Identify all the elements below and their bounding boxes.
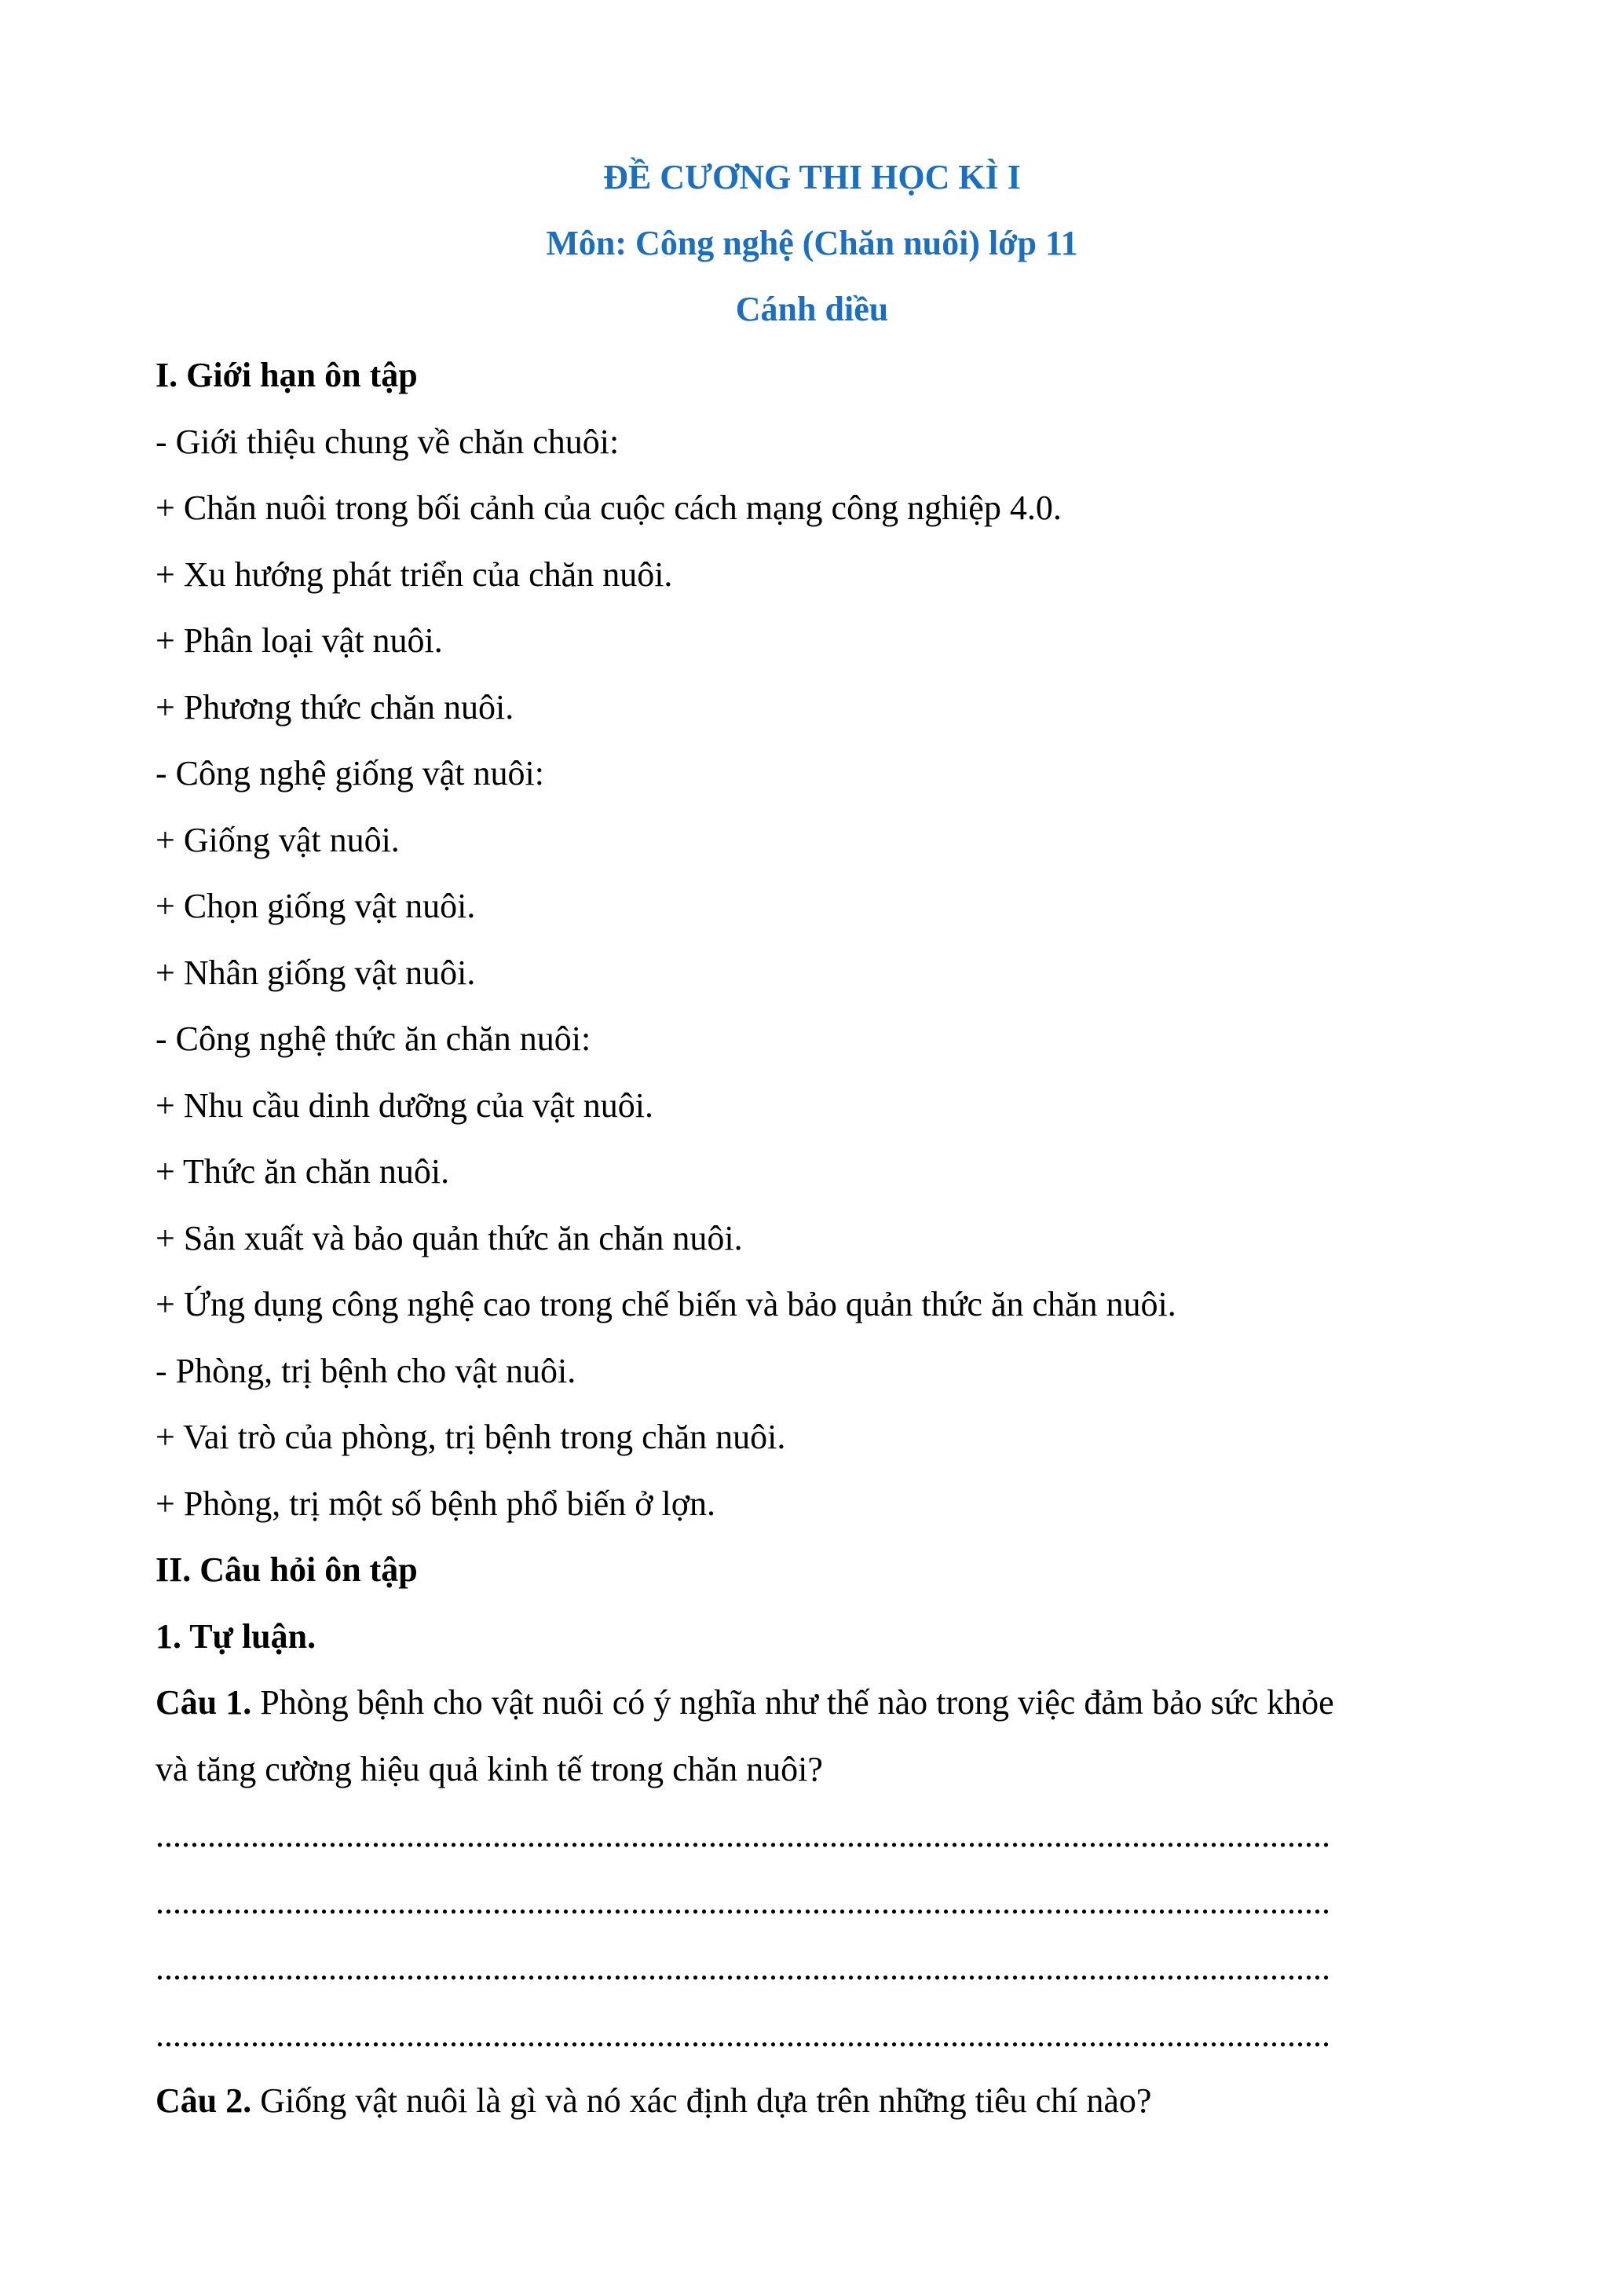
list-item: + Phương thức chăn nuôi. (155, 687, 514, 727)
list-item: + Sản xuất và bảo quản thức ăn chăn nuôi. (155, 1218, 743, 1257)
question-1-continued: và tăng cường hiệu quả kinh tế trong chăn nuôi? (155, 1749, 823, 1788)
section-1-title: I. Giới hạn ôn tập (155, 356, 418, 394)
list-item: + Nhu cầu dinh dưỡng của vật nuôi. (155, 1085, 654, 1125)
list-item: - Công nghệ thức ăn chăn nuôi: (155, 1019, 591, 1058)
list-item: - Công nghệ giống vật nuôi: (155, 754, 544, 792)
list-item: + Phân loại vật nuôi. (155, 621, 443, 660)
question-2-label: Câu 2. (155, 2081, 252, 2120)
list-item: + Xu hướng phát triển của chăn nuôi. (155, 555, 673, 594)
list-item: + Chọn giống vật nuôi. (155, 887, 476, 925)
list-item: + Giống vật nuôi. (155, 820, 400, 859)
list-item: + Thức ăn chăn nuôi. (155, 1152, 450, 1191)
answer-line: ........................................................................................................................................ (155, 1882, 1330, 1921)
document-series: Cánh diều (735, 290, 889, 328)
question-1 (155, 1679, 1475, 1746)
section-2-title: II. Câu hỏi ôn tập (155, 1550, 418, 1589)
question-2 (155, 2077, 1475, 2144)
question-1-text: Phòng bệnh cho vật nuôi có ý nghĩa như thế nào trong việc đảm bảo sức khỏe (251, 1683, 1334, 1722)
list-item: + Phòng, trị một số bệnh phổ biến ở lợn. (155, 1484, 716, 1523)
question-1-label: Câu 1. (155, 1683, 252, 1722)
answer-line: ........................................................................................................................................ (155, 1816, 1330, 1854)
list-item: + Nhân giống vật nuôi. (155, 953, 476, 992)
list-item: + Ứng dụng công nghệ cao trong chế biến và bảo quản thức ăn chăn nuôi. (155, 1285, 1176, 1323)
document-subject: Môn: Công nghệ (Chăn nuôi) lớp 11 (546, 224, 1078, 262)
section-2-subtitle: 1. Tự luận. (155, 1616, 316, 1656)
document-title: ĐỀ CƯƠNG THI HỌC KÌ I (603, 158, 1021, 196)
answer-line: ........................................................................................................................................ (155, 2015, 1330, 2054)
question-2-text: Giống vật nuôi là gì và nó xác định dựa trên những tiêu chí nào? (251, 2081, 1152, 2120)
list-item: + Vai trò của phòng, trị bệnh trong chăn nuôi. (155, 1418, 786, 1456)
document-body (155, 352, 1475, 2144)
list-item: - Giới thiệu chung về chăn chuôi: (155, 422, 620, 461)
answer-line: ........................................................................................................................................ (155, 1949, 1330, 1987)
list-item: - Phòng, trị bệnh cho vật nuôi. (155, 1351, 576, 1390)
list-item: + Chăn nuôi trong bối cảnh của cuộc cách mạng công nghiệp 4.0. (155, 489, 1062, 527)
